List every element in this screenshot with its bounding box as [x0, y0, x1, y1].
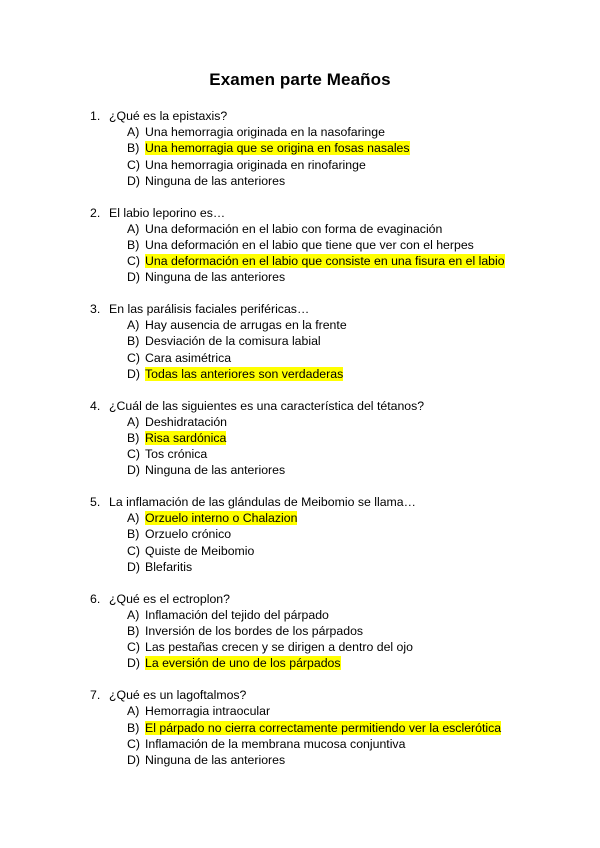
option-letter: D)	[127, 270, 140, 285]
question-list	[90, 108, 570, 784]
question-text: En las parálisis faciales periféricas…	[109, 302, 310, 317]
answer-option	[90, 703, 570, 719]
answer-options	[90, 510, 570, 575]
question-7	[90, 687, 570, 768]
option-letter: C)	[127, 543, 140, 558]
option-text: Inversión de los bordes de los párpados	[145, 623, 364, 638]
option-text: Cara asimétrica	[145, 350, 232, 365]
answer-option	[90, 526, 570, 542]
question-text: ¿Qué es la epistaxis?	[109, 109, 228, 123]
question-6	[90, 591, 570, 672]
answer-option	[90, 157, 570, 173]
option-text: Hay ausencia de arrugas en la frente	[145, 318, 347, 333]
option-text: Las pestañas crecen y se dirigen a dentro del ojo	[145, 640, 413, 655]
option-letter: D)	[127, 656, 140, 671]
question-number: 3.	[90, 302, 101, 317]
option-letter: A)	[127, 318, 140, 333]
option-letter: D)	[127, 463, 140, 478]
answer-option	[90, 607, 570, 623]
highlighted-answer: Una hemorragia que se origina en fosas nasales	[145, 141, 410, 156]
question-3	[90, 301, 570, 382]
answer-option	[90, 752, 570, 768]
answer-option	[90, 221, 570, 237]
option-text: Una deformación en el labio que tiene que ver con el herpes	[145, 237, 474, 252]
answer-option	[90, 140, 570, 156]
question-number: 2.	[90, 205, 101, 220]
answer-options	[90, 124, 570, 189]
option-letter: A)	[127, 607, 140, 622]
option-letter: C)	[127, 447, 140, 462]
answer-options	[90, 221, 570, 286]
question-number: 7.	[90, 688, 101, 703]
question-text: El labio leporino es…	[109, 205, 226, 220]
answer-option	[90, 269, 570, 285]
answer-option	[90, 237, 570, 253]
option-letter: C)	[127, 640, 140, 655]
answer-option	[90, 414, 570, 430]
question-line	[90, 398, 570, 414]
option-text: Orzuelo crónico	[145, 527, 232, 542]
answer-option	[90, 317, 570, 333]
highlighted-answer: Una deformación en el labio que consiste en una fisura en el labio	[145, 254, 505, 269]
highlighted-answer: Todas las anteriores son verdaderas	[145, 366, 344, 381]
option-text: Deshidratación	[145, 414, 228, 429]
answer-option	[90, 366, 570, 382]
answer-option	[90, 639, 570, 655]
option-text: Una deformación en el labio con forma de evaginación	[145, 221, 443, 236]
question-5	[90, 494, 570, 575]
option-letter: C)	[127, 736, 140, 751]
option-letter: B)	[127, 720, 140, 735]
question-text: La inflamación de las glándulas de Meibomio se llama…	[109, 495, 416, 510]
option-letter: C)	[127, 157, 140, 172]
answer-option	[90, 173, 570, 189]
answer-option	[90, 720, 570, 736]
option-letter: B)	[127, 141, 140, 156]
option-letter: C)	[127, 254, 140, 269]
question-number: 1.	[90, 109, 101, 123]
option-text: Quiste de Meibomio	[145, 543, 255, 558]
option-letter: A)	[127, 221, 140, 236]
option-letter: A)	[127, 414, 140, 429]
answer-options	[90, 317, 570, 382]
question-4	[90, 398, 570, 479]
answer-option	[90, 623, 570, 639]
option-letter: A)	[127, 511, 140, 526]
answer-options	[90, 703, 570, 768]
question-1	[90, 108, 570, 189]
option-letter: D)	[127, 559, 140, 574]
question-2	[90, 205, 570, 286]
highlighted-answer: Risa sardónica	[145, 430, 227, 445]
answer-option	[90, 510, 570, 526]
option-letter: D)	[127, 366, 140, 381]
option-text: Inflamación del tejido del párpado	[145, 607, 329, 622]
question-number: 6.	[90, 591, 101, 606]
option-letter: D)	[127, 173, 140, 188]
answer-option	[90, 543, 570, 559]
answer-option	[90, 350, 570, 366]
answer-option	[90, 124, 570, 140]
option-text: Ninguna de las anteriores	[145, 463, 286, 478]
answer-option	[90, 430, 570, 446]
option-letter: A)	[127, 704, 140, 719]
answer-options	[90, 607, 570, 672]
option-letter: B)	[127, 430, 140, 445]
answer-option	[90, 736, 570, 752]
answer-option	[90, 253, 570, 269]
question-line	[90, 205, 570, 221]
option-letter: B)	[127, 623, 140, 638]
question-line	[90, 687, 570, 703]
answer-option	[90, 655, 570, 671]
question-line	[90, 108, 570, 124]
question-line	[90, 591, 570, 607]
option-letter: D)	[127, 752, 140, 767]
question-text: ¿Qué es el ectroplon?	[109, 591, 230, 606]
question-line	[90, 301, 570, 317]
answer-option	[90, 333, 570, 349]
question-number: 5.	[90, 495, 101, 510]
answer-option	[90, 559, 570, 575]
question-number: 4.	[90, 398, 101, 413]
page-title: Examen parte Meaños	[209, 70, 391, 89]
option-text: Inflamación de la membrana mucosa conjuntiva	[145, 736, 406, 751]
option-text: Tos crónica	[145, 447, 208, 462]
question-text: ¿Qué es un lagoftalmos?	[109, 688, 247, 703]
option-text: Desviación de la comisura labial	[145, 334, 321, 349]
question-line	[90, 494, 570, 510]
answer-options	[90, 414, 570, 479]
option-text: Hemorragia intraocular	[145, 704, 271, 719]
option-text: Ninguna de las anteriores	[145, 173, 286, 188]
option-letter: C)	[127, 350, 140, 365]
answer-option	[90, 462, 570, 478]
option-letter: B)	[127, 527, 140, 542]
option-text: Ninguna de las anteriores	[145, 752, 286, 767]
highlighted-answer: La eversión de uno de los párpados	[145, 656, 341, 671]
highlighted-answer: Orzuelo interno o Chalazion	[145, 511, 298, 526]
highlighted-answer: El párpado no cierra correctamente permitiendo ver la esclerótica	[145, 720, 502, 735]
question-text: ¿Cuál de las siguientes es una característica del tétanos?	[109, 398, 425, 413]
option-letter: B)	[127, 334, 140, 349]
option-letter: B)	[127, 237, 140, 252]
option-letter: A)	[127, 125, 140, 140]
option-text: Blefaritis	[145, 559, 193, 574]
option-text: Una hemorragia originada en rinofaringe	[145, 157, 366, 172]
option-text: Ninguna de las anteriores	[145, 270, 286, 285]
answer-option	[90, 446, 570, 462]
option-text: Una hemorragia originada en la nasofaringe	[145, 125, 385, 140]
